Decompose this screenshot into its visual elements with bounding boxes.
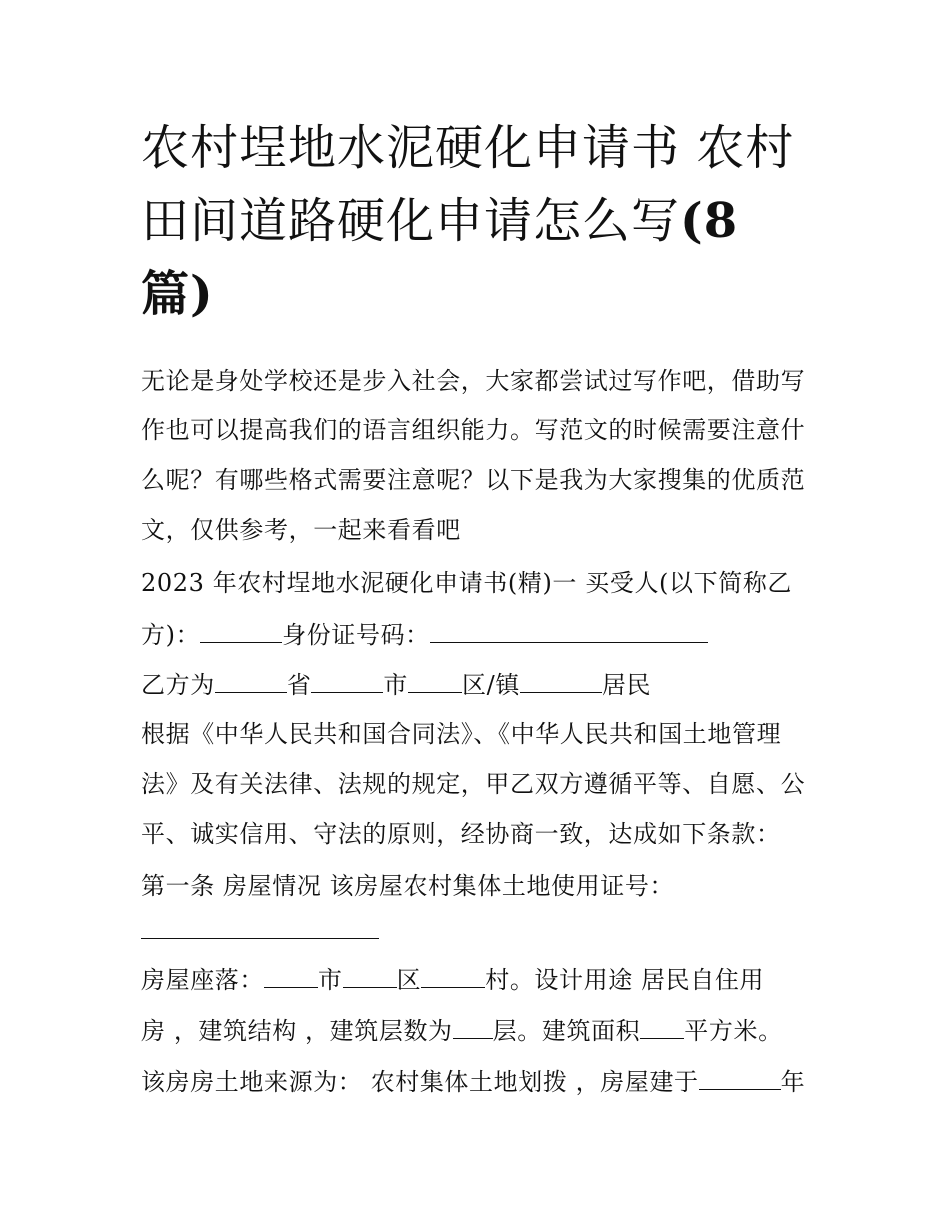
paragraph-line-8: 根据《中华人民共和国合同法》、《中华人民共和国土地管理	[141, 720, 782, 748]
province-blank	[215, 670, 287, 693]
city-label: 市	[383, 671, 409, 699]
floors-blank	[453, 1016, 493, 1039]
title-line-3-text: 篇)	[141, 266, 214, 322]
document-title	[141, 112, 821, 331]
area-blank	[640, 1016, 684, 1039]
location-city-blank	[264, 965, 318, 988]
location-village-blank	[421, 965, 485, 988]
house-location-label: 房屋座落：	[141, 966, 264, 994]
paragraph-line-7	[141, 670, 651, 700]
paragraph-line-4: 文，仅供参考，一起来看看吧	[141, 516, 461, 544]
paragraph-line-9: 法》及有关法律、法规的规定，甲乙双方遵循平等、自愿、公	[141, 770, 806, 798]
area-unit-label: 平方米。	[684, 1017, 783, 1045]
id-number-label: 身份证号码：	[282, 621, 430, 649]
resident-label: 居民	[601, 671, 652, 699]
land-source-label: 该房房土地来源为： 农村集体土地划拨 ，房屋建于	[141, 1068, 699, 1096]
province-label: 省	[286, 671, 312, 699]
buyer-label: 方)：	[141, 621, 201, 649]
paragraph-line-10: 平、诚实信用、守法的原则，经协商一致，达成如下条款：	[141, 820, 781, 848]
paragraph-line-13	[141, 1016, 783, 1046]
location-district-blank	[343, 965, 397, 988]
title-line-1: 农村埕地水泥硬化申请书 农村	[141, 120, 795, 176]
title-line-2-text: 田间道路硬化申请怎么写	[141, 193, 681, 249]
paragraph-line-12	[141, 965, 764, 995]
paragraph-line-5: 2023 年农村埕地水泥硬化申请书(精)一 买受人(以下简称乙	[141, 569, 793, 597]
buyer-name-blank	[200, 620, 282, 643]
structure-floors-label: 房 ，建筑结构 ，建筑层数为	[141, 1017, 453, 1045]
city-blank	[311, 670, 383, 693]
title-line-2-count: (8	[680, 193, 739, 249]
paragraph-line-1: 无论是身处学校还是步入社会，大家都尝试过写作吧，借助写	[141, 367, 806, 395]
location-village-label: 村。设计用途 居民自住用	[485, 966, 765, 994]
paragraph-line-14	[141, 1067, 805, 1097]
title-line-2	[141, 185, 821, 258]
paragraph-line-3: 么呢？有哪些格式需要注意呢？以下是我为大家搜集的优质范	[141, 466, 806, 494]
buyer-residence-label: 乙方为	[141, 671, 215, 699]
paragraph-line-2: 作也可以提高我们的语言组织能力。写范文的时候需要注意什	[141, 416, 806, 444]
location-city-label: 市	[318, 966, 343, 994]
id-number-blank	[430, 620, 708, 643]
district-blank	[408, 670, 462, 693]
paragraph-line-6	[141, 620, 708, 650]
district-town-label: 区/镇	[462, 671, 520, 699]
year-label: 年	[780, 1068, 806, 1096]
built-year-blank	[699, 1067, 781, 1090]
paragraph-line-11: 第一条 房屋情况 该房屋农村集体土地使用证号：	[141, 872, 675, 900]
town-blank	[520, 670, 602, 693]
area-label: 层。建筑面积	[492, 1017, 641, 1045]
title-line-3	[141, 258, 821, 331]
land-use-certificate-blank	[141, 938, 379, 939]
location-district-label: 区	[396, 966, 422, 994]
